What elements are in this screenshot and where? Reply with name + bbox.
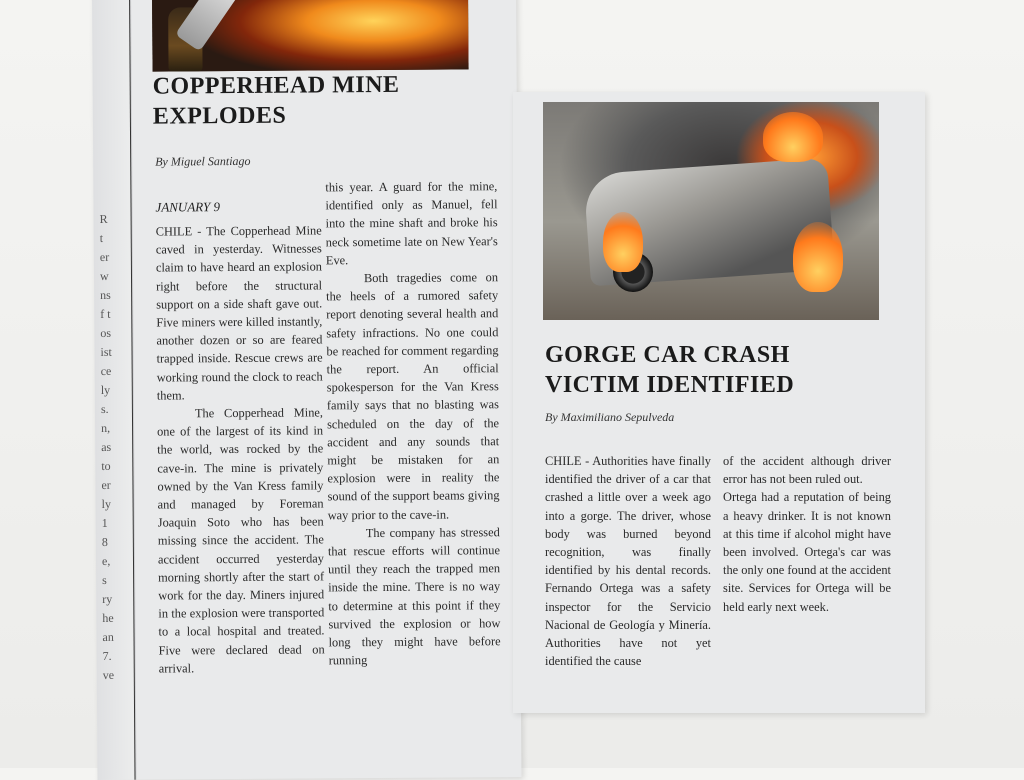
paragraph: The company has stressed that rescue efforts will continue until they reach the trapped men inside the mine. There is no way to determine at this point if they survived the explosion or how long they might have before running [327, 525, 501, 668]
paragraph: of the accident although driver error has not been ruled out. [723, 454, 891, 487]
flame [603, 212, 643, 272]
edge-fragment: s. [100, 401, 109, 416]
edge-fragment: ly [101, 496, 111, 511]
edge-fragment: as [101, 439, 112, 454]
crash-headline: GORGE CAR CRASH VICTIM IDENTIFIED [545, 342, 795, 398]
edge-fragment: ce [100, 363, 112, 378]
mine-headline: COPPERHEAD MINE EXPLODES [152, 71, 400, 130]
crash-column-1 [545, 452, 711, 670]
edge-fragment: R [99, 211, 108, 226]
edge-fragment: ry [102, 591, 113, 606]
edge-fragment: 8 [101, 534, 108, 549]
edge-fragment: ist [100, 344, 112, 359]
edge-fragment: t [99, 230, 104, 245]
edge-fragment: 7. [102, 648, 112, 663]
edge-fragment: f t [100, 306, 111, 321]
mine-column-1 [156, 221, 325, 677]
flame [763, 112, 823, 162]
paragraph: The Copperhead Mine, one of the largest of its kind in the world, was rocked by the cave-in. The mine is privately owned by the Van Kress family and managed by Foreman Joaquin Soto who has been missing since the accident. The accident occurred yesterday morning shortly after the start of work for the day. Miners injured in the explosion were transported to a local hospital and treated. Five were declared dead on arrival. [157, 405, 325, 676]
edge-fragment: ly [100, 382, 111, 397]
edge-fragment: n, [101, 420, 111, 435]
paragraph: CHILE - The Copperhead Mine caved in yesterday. Witnesses claim to have heard an explosion right before the structural support on a side shaft gave out. Five miners were killed instantly, another dozen or so are feared trapped inside. Rescue crews are working round the clock to reach them. [155, 223, 323, 403]
firefighter-photo [152, 0, 469, 72]
edge-fragment: 1 [101, 515, 108, 530]
car-crash-article-clipping [513, 92, 925, 713]
edge-fragment: os [100, 325, 112, 340]
paragraph: Both tragedies come on the heels of a rumored safety report denoting several health and safety infractions. No one could be reached for comment regarding the report. An official spokesperson for the Van Kress family says that no blasting was scheduled on the day of the accident and any sounds that might be mistaken for an explosion were in reality the sound of the support beams giving way prior to the cave-in. [326, 270, 500, 523]
edge-fragment: he [102, 610, 114, 625]
mine-article-clipping [92, 0, 522, 780]
edge-fragment: er [99, 249, 110, 264]
edge-fragment: s [102, 572, 107, 587]
paragraph: Ortega had a reputation of being a heavy drinker. It is not known at this time if alcohol might have been involved. Ortega's car was the only one found at the accident site. Services for Ortega will be held early next week. [723, 490, 891, 614]
edge-fragment: ns [100, 287, 111, 302]
paragraph: CHILE - Authorities have finally identified the driver of a car that crashed a little over a week ago into a gorge. The driver, whose body was burned beyond recognition, was finally identified by his dental records. Fernando Ortega was a safety inspector for the Servicio Nacional de Geología y Minería. Authorities have not yet identified the cause [545, 454, 711, 669]
edge-fragments [100, 210, 125, 685]
edge-fragment: an [102, 629, 114, 644]
mine-dateline: JANUARY 9 [155, 199, 220, 215]
mine-column-2 [325, 177, 500, 670]
edge-fragment: w [99, 268, 109, 283]
burning-car-photo [543, 102, 879, 320]
flame [793, 222, 843, 292]
edge-fragment: er [101, 477, 111, 492]
edge-fragment: e, [101, 553, 111, 568]
mine-byline: By Miguel Santiago [155, 153, 251, 169]
crash-byline: By Maximiliano Sepulveda [545, 410, 675, 424]
paragraph: this year. A guard for the mine, identified only as Manuel, fell into the mine shaft and broke his neck sometime late on New Year's Eve. [325, 179, 498, 268]
edge-fragment: to [101, 458, 111, 473]
crash-column-2 [723, 452, 891, 616]
edge-fragment: ve [102, 667, 115, 682]
